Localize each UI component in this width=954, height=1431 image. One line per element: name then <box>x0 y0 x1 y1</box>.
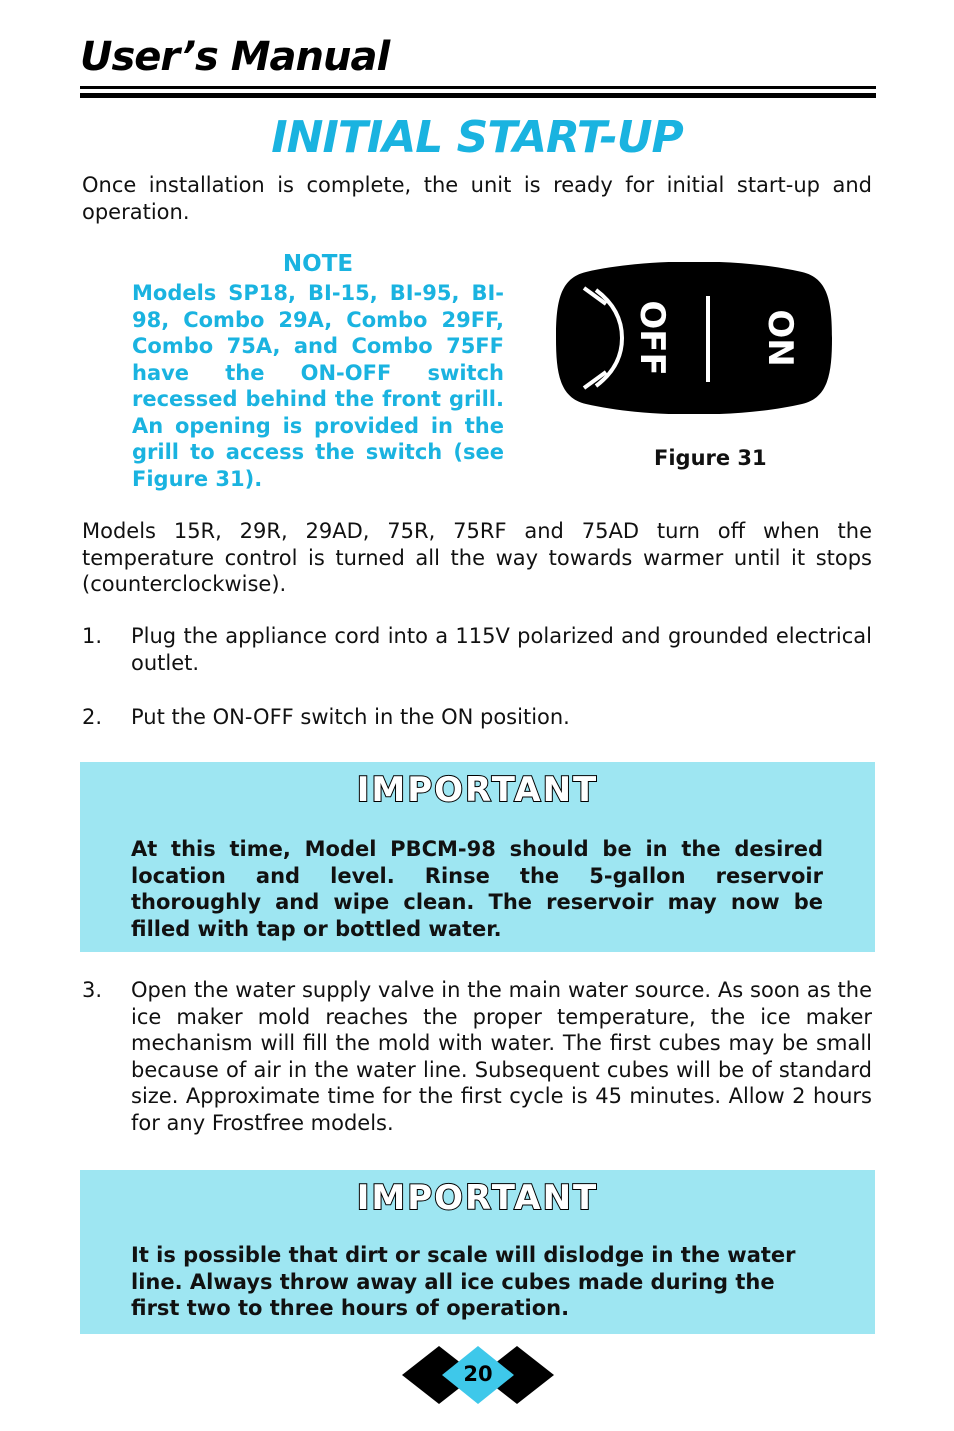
page-number: 20 <box>463 1362 493 1386</box>
important-box-1 <box>80 762 875 952</box>
switch-off-label: OFF <box>632 300 672 376</box>
step-number: 2. <box>82 705 103 729</box>
step-3 <box>82 977 872 1136</box>
manual-title: User’s Manual <box>80 34 390 80</box>
important-body: At this time, Model PBCM-98 should be in the desired location and level. Rinse the 5-gallon reservoir thoroughly and wipe clean. The reservoir may now be filled with tap or bottled water. <box>131 837 823 941</box>
step-text: Plug the appliance cord into a 115V polarized and grounded electrical outlet. <box>131 624 872 675</box>
header-rule-thick <box>80 93 876 98</box>
page-title: INITIAL START-UP <box>271 112 683 163</box>
models-paragraph: Models 15R, 29R, 29AD, 75R, 75RF and 75AD turn off when the temperature control is turned all the way towards warmer until it stops (counterclockwise). <box>82 519 872 596</box>
step-text: Open the water supply valve in the main water source. As soon as the ice maker mold reaches the proper temperature, the ice maker mechanism will fill the mold with water. The first cubes may be small because of air in the water line. Subsequent cubes will be of standard size. Approximate time for the first cycle is 45 minutes. Allow 2 hours for any Frostfree models. <box>131 978 872 1135</box>
step-1 <box>82 623 872 676</box>
step-2 <box>82 704 872 731</box>
intro-paragraph: Once installation is complete, the unit is ready for initial start-up and operation. <box>82 173 872 224</box>
important-box-2 <box>80 1170 875 1334</box>
switch-on-label: ON <box>760 309 800 367</box>
important-heading: IMPORTANT <box>356 1178 599 1218</box>
figure-caption: Figure 31 <box>654 446 767 470</box>
important-heading: IMPORTANT <box>356 770 599 810</box>
page-number-badge <box>400 1346 556 1404</box>
step-text: Put the ON-OFF switch in the ON position. <box>131 705 570 729</box>
step-number: 3. <box>82 978 103 1002</box>
step-number: 1. <box>82 624 103 648</box>
note-body: Models SP18, BI-15, BI-95, BI-98, Combo 29A, Combo 29FF, Combo 75A, and Combo 75FF have the ON-OFF switch recessed behind the front grill. An opening is provided in the grill to access the switch (see Figure 31). <box>132 281 504 491</box>
on-off-switch-figure <box>556 262 832 414</box>
note-heading: NOTE <box>282 251 354 277</box>
header-rule-thin <box>80 86 876 89</box>
important-body: It is possible that dirt or scale will dislodge in the water line. Always throw away all ice cubes made during the first two to three hours of operation. <box>131 1243 796 1320</box>
